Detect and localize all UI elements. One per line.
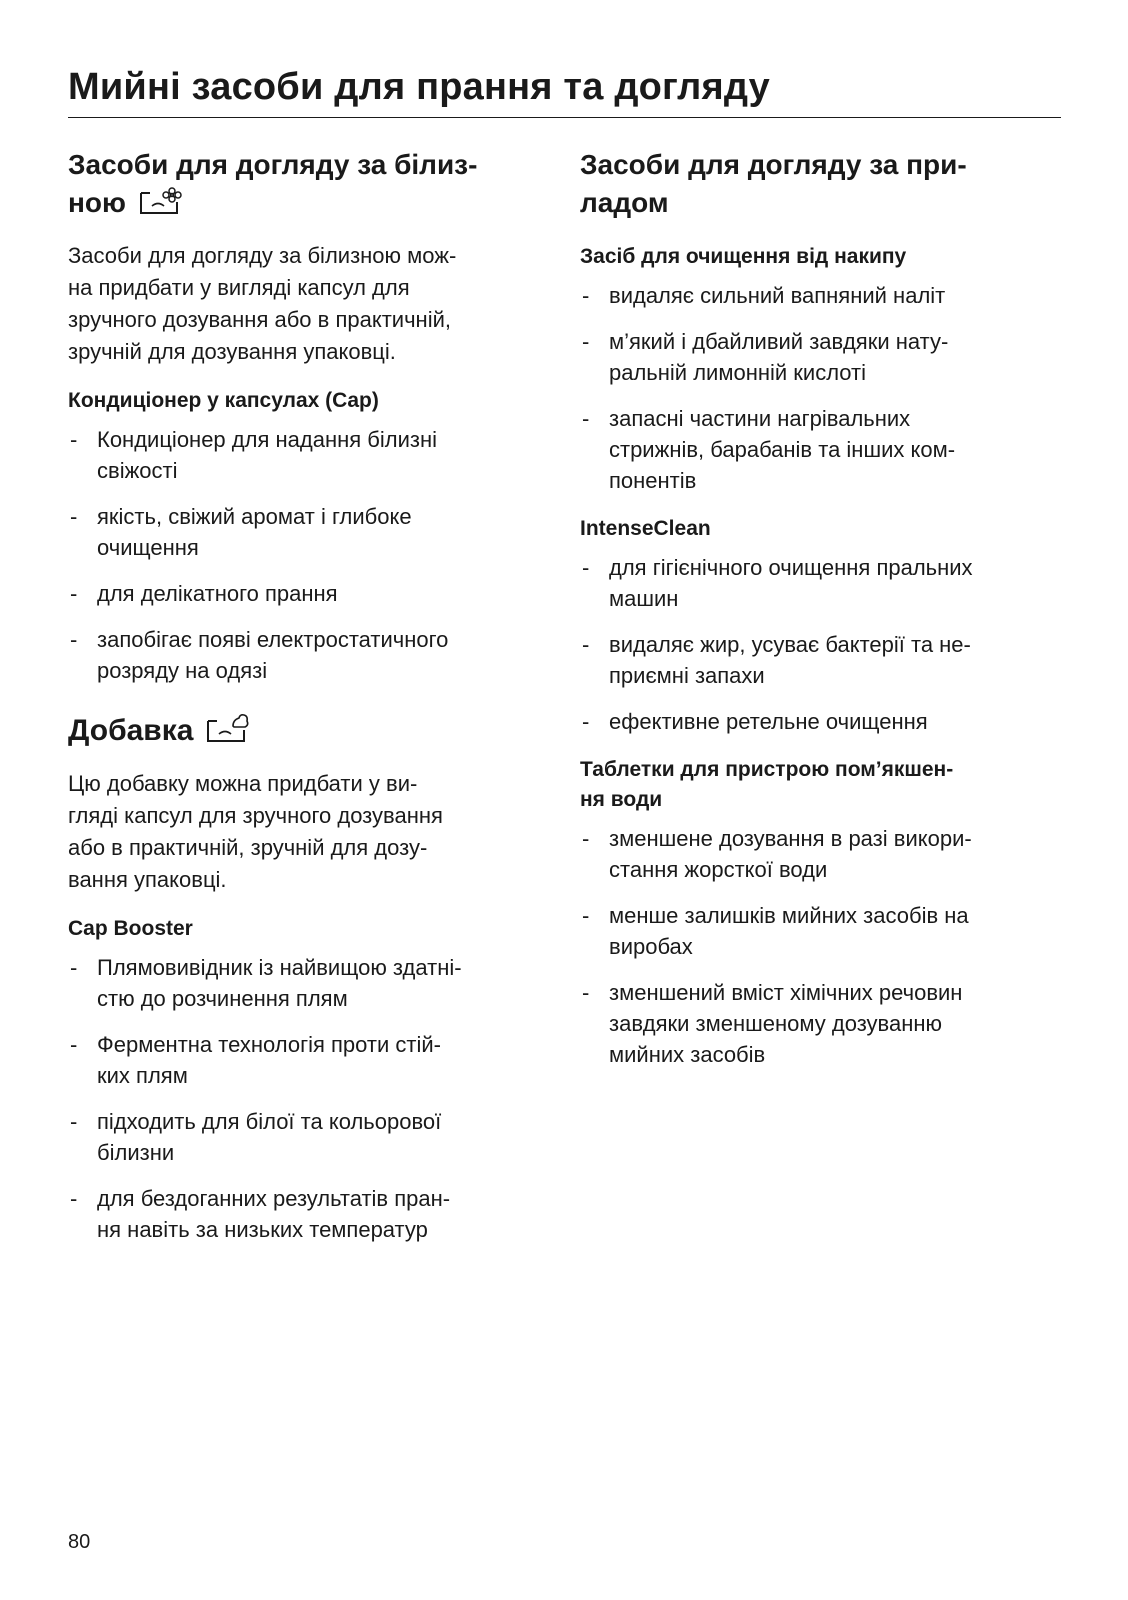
list-item: [580, 326, 1070, 388]
right-column: [580, 146, 1070, 1070]
softener-tablets-heading-line: Таблетки для пристрою пом’якшен-: [580, 758, 954, 781]
laundry-care-heading-line-text: ною: [68, 187, 126, 218]
appliance-care-heading-line: ладом: [580, 187, 669, 218]
list-item-line: понентів: [609, 468, 697, 493]
laundry-care-intro: [68, 240, 558, 368]
intro-line: або в практичній, зручній для дозу-: [68, 835, 428, 860]
list-item-line: розряду на одязі: [97, 658, 268, 683]
list-item-line: - для гігієнічного очищення пральних: [609, 555, 973, 580]
descaler-list: [580, 280, 1070, 496]
appliance-care-heading: [580, 146, 1070, 222]
intro-line: зручного дозування або в практичній,: [68, 307, 451, 332]
list-item-line: - видаляє сильний вапняний наліт: [609, 283, 946, 308]
list-item-line: - підходить для білої та кольорової: [97, 1109, 442, 1134]
page-number: 80: [68, 1531, 91, 1553]
list-item-line: свіжості: [97, 458, 178, 483]
list-item-line: стрижнів, барабанів та інших ком-: [609, 437, 956, 462]
cap-booster-heading: Cap Booster: [68, 917, 193, 940]
cap-conditioner-heading: Кондиціонер у капсулах (Cap): [68, 389, 379, 412]
list-item: [580, 706, 1070, 737]
list-item: [68, 501, 558, 563]
list-item-line: - ефективне ретельне очищення: [609, 709, 928, 734]
list-item-line: очищення: [97, 535, 199, 560]
list-item: [68, 952, 558, 1014]
additive-intro: [68, 768, 558, 896]
list-item: [68, 1029, 558, 1091]
list-item: [580, 403, 1070, 496]
list-item-line: ральній лимонній кислоті: [609, 360, 866, 385]
list-item-line: білизни: [97, 1140, 175, 1165]
intro-line: Засоби для догляду за білизною мож-: [68, 243, 457, 268]
intro-line: Цю добавку можна придбати у ви-: [68, 771, 418, 796]
list-item-line: - м’який і дбайливий завдяки нату-: [609, 329, 949, 354]
list-item: [580, 629, 1070, 691]
list-item: [580, 900, 1070, 962]
descaler-heading: Засіб для очищення від накипу: [580, 245, 907, 268]
list-item-line: ня навіть за низьких температур: [97, 1217, 428, 1242]
cap-booster-list: [68, 952, 558, 1245]
left-column: [68, 146, 558, 1245]
intro-line: на придбати у вигляді капсул для: [68, 275, 410, 300]
list-item-line: - менше залишків мийних засобів на: [609, 903, 969, 928]
list-item-line: приємні запахи: [609, 663, 765, 688]
list-item-line: ких плям: [97, 1063, 188, 1088]
softener-tablets-heading-line: ня води: [580, 788, 663, 811]
list-item: [68, 1106, 558, 1168]
intro-line: зручній для дозування упаковці.: [68, 339, 396, 364]
list-item: [68, 1183, 558, 1245]
additive-symbol-icon: [203, 712, 253, 754]
laundry-care-heading: [68, 146, 558, 226]
list-item-line: - запобігає появі електростатичного: [97, 627, 449, 652]
list-item-line: - для делікатного прання: [97, 581, 338, 606]
list-item-line: мийних засобів: [609, 1042, 766, 1067]
list-item-line: - для бездоганних результатів пран-: [97, 1186, 451, 1211]
intro-line: вання упаковці.: [68, 867, 227, 892]
intenseclean-list: [580, 552, 1070, 737]
list-item-line: машин: [609, 586, 679, 611]
list-item-line: завдяки зменшеному дозуванню: [609, 1011, 943, 1036]
list-item-line: стю до розчинення плям: [97, 986, 348, 1011]
title-divider: [68, 117, 1061, 118]
list-item: [580, 280, 1070, 311]
list-item-line: виробах: [609, 934, 693, 959]
page-title: Мийні засоби для прання та догляду: [68, 66, 770, 108]
list-item-line: стання жорсткої води: [609, 857, 828, 882]
laundry-care-heading-line: [68, 184, 558, 226]
intenseclean-heading: IntenseClean: [580, 517, 711, 540]
list-item-line: - Плямовивідник із найвищою здатні-: [97, 955, 462, 980]
list-item-line: - запасні частини нагрівальних: [609, 406, 911, 431]
laundry-care-heading-line: Засоби для догляду за білиз-: [68, 149, 478, 180]
list-item-line: - якість, свіжий аромат і глибоке: [97, 504, 412, 529]
list-item-line: - Ферментна технологія проти стій-: [97, 1032, 441, 1057]
list-item-line: - зменшений вміст хімічних речовин: [609, 980, 963, 1005]
intro-line: гляді капсул для зручного дозування: [68, 803, 443, 828]
softener-tablets-heading: [580, 755, 1070, 815]
list-item-line: - зменшене дозування в разі викори-: [609, 826, 972, 851]
list-item: [68, 578, 558, 609]
list-item-line: - Кондиціонер для надання білизні: [97, 427, 438, 452]
additive-heading-text: Добавка: [68, 714, 194, 747]
additive-heading: [68, 712, 558, 754]
list-item: [580, 552, 1070, 614]
cap-conditioner-list: [68, 424, 558, 686]
softener-tablets-list: [580, 823, 1070, 1070]
list-item: [580, 977, 1070, 1070]
list-item: [68, 424, 558, 486]
list-item: [580, 823, 1070, 885]
appliance-care-heading-line: Засоби для догляду за при-: [580, 149, 967, 180]
list-item-line: - видаляє жир, усуває бактерії та не-: [609, 632, 971, 657]
list-item: [68, 624, 558, 686]
laundry-care-symbol-icon: [136, 186, 186, 226]
